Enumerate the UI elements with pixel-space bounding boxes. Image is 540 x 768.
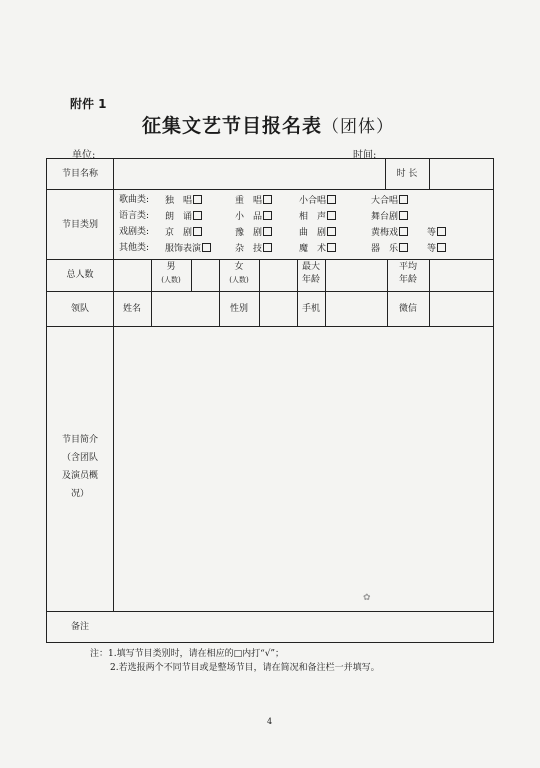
male-label: 男	[166, 262, 176, 272]
checkbox[interactable]	[327, 227, 336, 236]
page-number: 4	[267, 717, 273, 726]
category-group-label: 语言类:	[119, 211, 150, 221]
max-age-line1: 最大	[301, 262, 320, 272]
checkbox[interactable]	[437, 227, 446, 236]
intro-line: 节目简介	[61, 435, 98, 445]
checkbox[interactable]	[193, 211, 202, 220]
category-row-language	[119, 211, 149, 222]
intro-line: 及演员概	[61, 471, 98, 481]
checkbox[interactable]	[327, 243, 336, 252]
category-option[interactable]: 独 唱	[165, 195, 202, 207]
category-option[interactable]: 曲 剧	[299, 227, 336, 239]
total-count-field[interactable]	[115, 261, 149, 289]
time-label: 时间:	[353, 150, 377, 161]
form-notes	[90, 647, 380, 675]
category-option[interactable]: 小合唱	[299, 195, 336, 207]
program-name-label: 节目名称	[61, 169, 98, 179]
category-option[interactable]: 相 声	[299, 211, 336, 223]
category-option-other[interactable]: 等	[427, 227, 446, 239]
duration-field[interactable]	[431, 161, 491, 187]
checkbox[interactable]	[263, 243, 272, 252]
faint-mark: ✿	[363, 593, 371, 603]
male-count-field[interactable]	[193, 261, 217, 289]
category-option[interactable]: 小 品	[235, 211, 272, 223]
unit-label: 单位:	[72, 150, 96, 161]
female-label: 女	[234, 262, 244, 272]
intro-label	[47, 431, 113, 503]
male-unit: (人数)	[161, 276, 181, 284]
female-count-field[interactable]	[261, 261, 295, 289]
leader-gender-label: 性别	[229, 304, 248, 314]
checkbox[interactable]	[327, 211, 336, 220]
checkbox[interactable]	[263, 227, 272, 236]
leader-gender-field[interactable]	[261, 293, 295, 324]
category-row-other	[119, 243, 149, 254]
checkbox[interactable]	[327, 195, 336, 204]
max-age-label	[297, 261, 325, 287]
female-unit: (人数)	[229, 276, 249, 284]
remarks-label: 备注	[70, 622, 89, 632]
checkbox[interactable]	[399, 243, 408, 252]
category-row-songs	[119, 195, 149, 206]
intro-line: 况）	[70, 489, 89, 499]
avg-age-line2: 年龄	[398, 275, 417, 285]
remarks-field[interactable]	[115, 613, 491, 641]
checkbox[interactable]	[193, 227, 202, 236]
category-group-label: 其他类:	[119, 243, 150, 253]
checkbox[interactable]	[263, 195, 272, 204]
form-title	[142, 111, 394, 138]
duration-label: 时 长	[396, 169, 418, 179]
max-age-line2: 年龄	[301, 275, 320, 285]
category-option[interactable]: 京 剧	[165, 227, 202, 239]
category-row-opera	[119, 227, 149, 238]
note-line-1: 注：1.填写节目类别时，请在相应的□内打“√”；	[90, 649, 285, 659]
checkbox[interactable]	[193, 195, 202, 204]
leader-wechat-field[interactable]	[431, 293, 491, 324]
checkbox[interactable]	[399, 227, 408, 236]
checkbox[interactable]	[399, 211, 408, 220]
leader-phone-label: 手机	[301, 304, 320, 314]
category-group-label: 歌曲类:	[119, 195, 150, 205]
category-option[interactable]: 魔 术	[299, 243, 336, 255]
leader-label: 领队	[70, 304, 89, 314]
form-title-sub: （团体）	[322, 117, 395, 137]
category-option[interactable]: 黄梅戏	[371, 227, 408, 239]
avg-age-field[interactable]	[431, 261, 491, 289]
category-option[interactable]: 朗 诵	[165, 211, 202, 223]
category-option-other[interactable]: 等	[427, 243, 446, 255]
intro-line: （含团队	[61, 453, 98, 463]
category-option[interactable]: 豫 剧	[235, 227, 272, 239]
checkbox[interactable]	[202, 243, 211, 252]
category-label: 节目类别	[61, 220, 98, 230]
category-option[interactable]: 服饰表演	[165, 243, 211, 255]
total-count-label: 总人数	[66, 270, 94, 280]
category-option[interactable]: 舞台剧	[371, 211, 408, 223]
leader-name-label: 姓名	[122, 304, 141, 314]
leader-name-field[interactable]	[153, 293, 217, 324]
avg-age-label	[387, 261, 429, 287]
note-line-2: 2.若选报两个不同节目或是整场节目，请在简况和备注栏一并填写。	[110, 663, 380, 673]
program-name-field[interactable]	[115, 161, 383, 187]
registration-form-table	[46, 158, 494, 643]
category-group-label: 戏剧类:	[119, 227, 150, 237]
max-age-field[interactable]	[327, 261, 385, 289]
attachment-label: 附件 1	[70, 97, 107, 111]
male-count-label	[151, 261, 191, 287]
checkbox[interactable]	[263, 211, 272, 220]
female-count-label	[219, 261, 259, 287]
checkbox[interactable]	[437, 243, 446, 252]
checkbox[interactable]	[399, 195, 408, 204]
form-title-main: 征集文艺节目报名表	[142, 115, 323, 137]
category-option[interactable]: 重 唱	[235, 195, 272, 207]
category-option[interactable]: 杂 技	[235, 243, 272, 255]
category-option[interactable]: 大合唱	[371, 195, 408, 207]
leader-phone-field[interactable]	[327, 293, 385, 324]
intro-field[interactable]	[115, 328, 491, 609]
category-option[interactable]: 器 乐	[371, 243, 408, 255]
leader-wechat-label: 微信	[398, 304, 417, 314]
avg-age-line1: 平均	[398, 262, 417, 272]
